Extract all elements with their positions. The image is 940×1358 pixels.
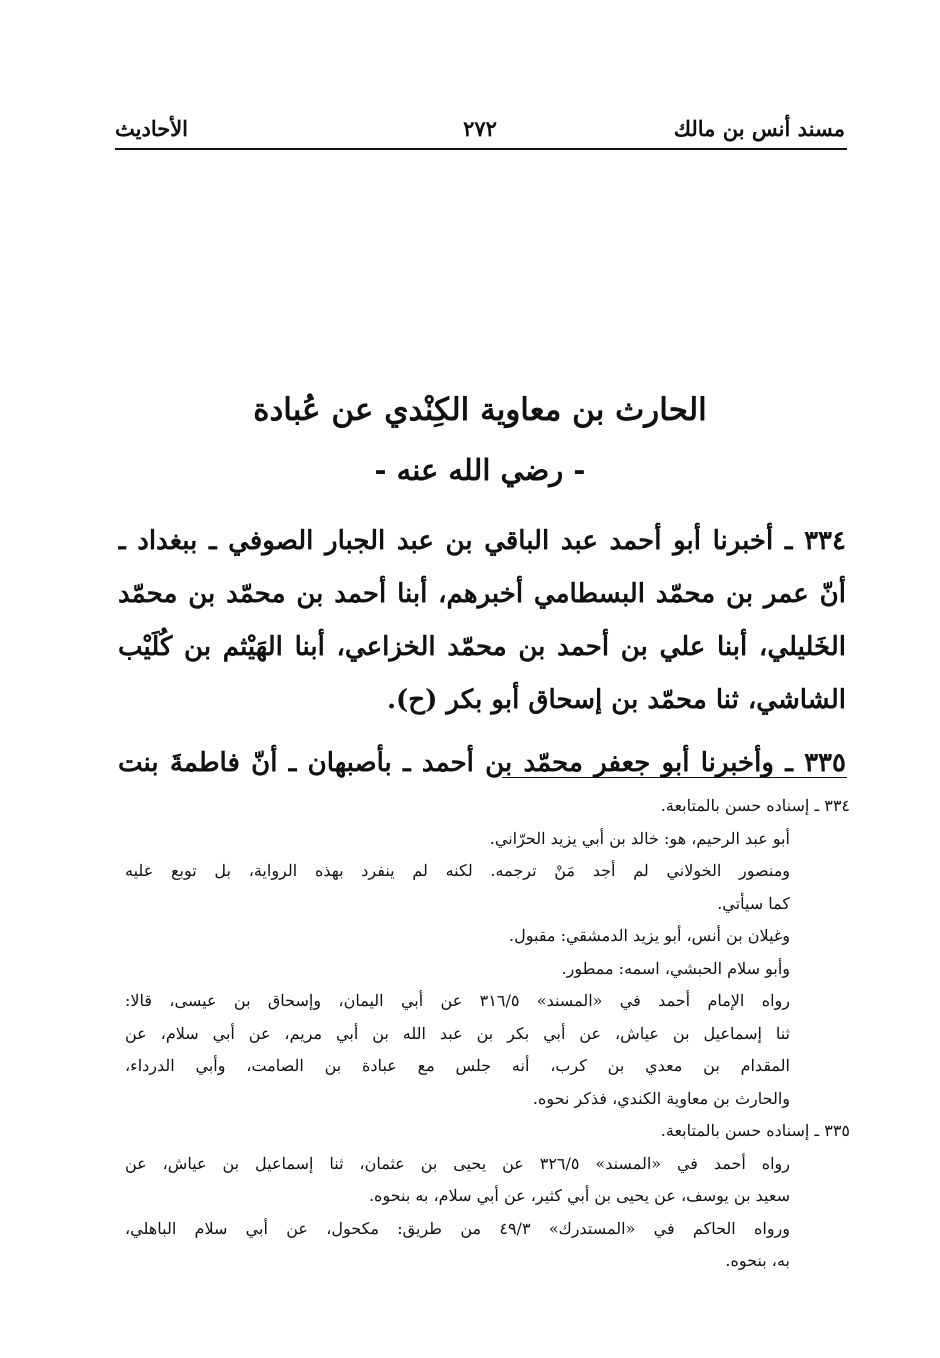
main-text [118, 515, 846, 790]
footnote-line: رواه أحمد في «المسند» ٣٢٦/٥ عن يحيى بن عثمان، ثنا إسماعيل بن عياش، عن [125, 1153, 790, 1173]
text-line: الخَليلي، أبنا علي بن أحمد بن محمّد الخزاعي، أبنا الهَيْثم بن كُلَيْب [118, 632, 846, 662]
footnote-line: وغيلان بن أنس، أبو يزيد الدمشقي: مقبول. [509, 926, 790, 945]
footnote-heading: ٣٣٤ ـ إسناده حسن بالمتابعة. [660, 796, 850, 815]
running-header [115, 116, 845, 150]
chapter-title: الحارث بن معاوية الكِنْدي عن عُبادة [253, 392, 707, 428]
footnote-line: ورواه الحاكم في «المستدرك» ٤٩/٣ من طريق: مكحول، عن أبي سلام الباهلي، [125, 1218, 791, 1238]
text-line: الشاشي، ثنا محمّد بن إسحاق أبو بكر (ح). [386, 685, 846, 715]
footnote-line: ومنصور الخولاني لم أجد مَنْ ترجمه. لكنه لم ينفرد بهذه الرواية، بل توبع عليه [125, 861, 790, 880]
page-number: ٢٧٢ [463, 116, 497, 141]
text-line: ٣٣٤ ـ أخبرنا أبو أحمد عبد الباقي بن عبد الجبار الصوفي ـ ببغداد ـ [118, 526, 846, 556]
footnote-line: أبو عبد الرحيم، هو: خالد بن أبي يزيد الحرّاني. [489, 828, 790, 848]
footnote-line: به، بنحوه. [725, 1251, 790, 1270]
header-divider [115, 148, 847, 150]
footnote-heading: ٣٣٥ ـ إسناده حسن بالمتابعة. [660, 1121, 850, 1140]
text-line: ٣٣٥ ـ وأخبرنا أبو جعفر محمّد بن أحمد ـ بأصبهان ـ أنّ فاطمةَ بنت [118, 748, 846, 778]
footnote-line: رواه الإمام أحمد في «المسند» ٣١٦/٥ عن أبي اليمان، وإسحاق بن عيسى، قالا: [125, 991, 791, 1010]
footnote-line: وأبو سلام الحبشي، اسمه: ممطور. [561, 958, 790, 978]
header-section-title: الأحاديث [115, 116, 189, 141]
footnote-line: سعيد بن يوسف، عن يحيى بن أبي كثير، عن أبي سلام، به بنحوه. [368, 1186, 790, 1205]
footnote-divider [502, 777, 847, 778]
footnote-line: كما سيأتي. [717, 893, 790, 913]
chapter-subtitle: - رضي الله عنه - [374, 453, 586, 487]
footnote-line: ثنا إسماعيل بن عياش، عن أبي بكر بن عبد الله بن أبي مريم، عن أبي سلام، عن [125, 1023, 790, 1043]
text-line: أنّ عمر بن محمّد البسطامي أخبرهم، أبنا أحمد بن محمّد بن محمّد [118, 579, 846, 609]
header-book-title: مسند أنس بن مالك [673, 116, 845, 141]
footnote-line: المقدام بن معدي بن كرب، أنه جلس مع عبادة بن الصامت، وأبي الدرداء، [125, 1056, 790, 1075]
footnotes [125, 790, 850, 1278]
footnote-line: والحارث بن معاوية الكندي، فذكر نحوه. [532, 1088, 790, 1108]
